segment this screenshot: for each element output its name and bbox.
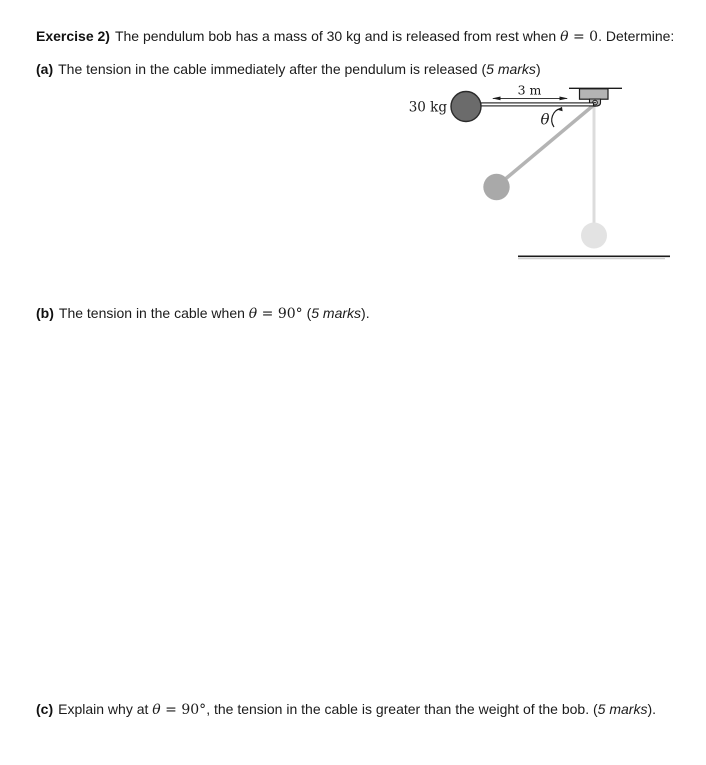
angle-arc [552, 108, 561, 127]
theta-symbol: θ [560, 29, 569, 45]
part-b-marks: 5 marks [311, 305, 362, 321]
part-b-text-mid: ( [302, 305, 312, 321]
mount-bracket [580, 89, 609, 99]
math-equals-zero: = 0 [568, 29, 599, 45]
dimension-arrow-left-icon [492, 97, 501, 101]
part-c-marks: 5 marks [597, 701, 648, 717]
angle-label: θ [540, 110, 550, 129]
bob-release-position [451, 92, 481, 122]
part-a-label: (a) [36, 61, 54, 77]
theta-symbol: θ [152, 702, 161, 718]
exercise-label: Exercise 2) [36, 28, 110, 44]
bob-mid-position [483, 174, 509, 200]
bob-rest-position [581, 223, 607, 249]
part-a-text: The tension in the cable immediately after the pendulum is released ( [58, 61, 487, 77]
part-c-text: Explain why at [58, 701, 153, 717]
part-b-text-post: ). [361, 305, 370, 321]
part-b-label: (b) [36, 305, 54, 321]
mass-label: 30 kg [408, 99, 447, 116]
part-c-label: (c) [36, 701, 54, 717]
part-c-text-post: ). [647, 701, 657, 717]
math-equals-90: = 90° [160, 702, 207, 718]
pivot-pin-center [594, 102, 596, 104]
cable-release-position [481, 103, 594, 106]
theta-symbol: θ [248, 306, 258, 322]
part-a-text-post: ) [535, 61, 541, 77]
exercise-text-post: . Determine: [598, 28, 675, 44]
cable-length-label: 3 m [517, 82, 542, 98]
part-c-text-mid: , the tension in the cable is greater than the weight of the bob. ( [206, 701, 598, 717]
math-equals-90: = 90° [257, 306, 303, 322]
part-a-marks: 5 marks [486, 61, 536, 77]
exercise-text-pre: The pendulum bob has a mass of 30 kg and is released from rest when [114, 28, 561, 44]
dimension-arrow-right-icon [560, 97, 569, 101]
part-b-text: The tension in the cable when [58, 305, 249, 321]
